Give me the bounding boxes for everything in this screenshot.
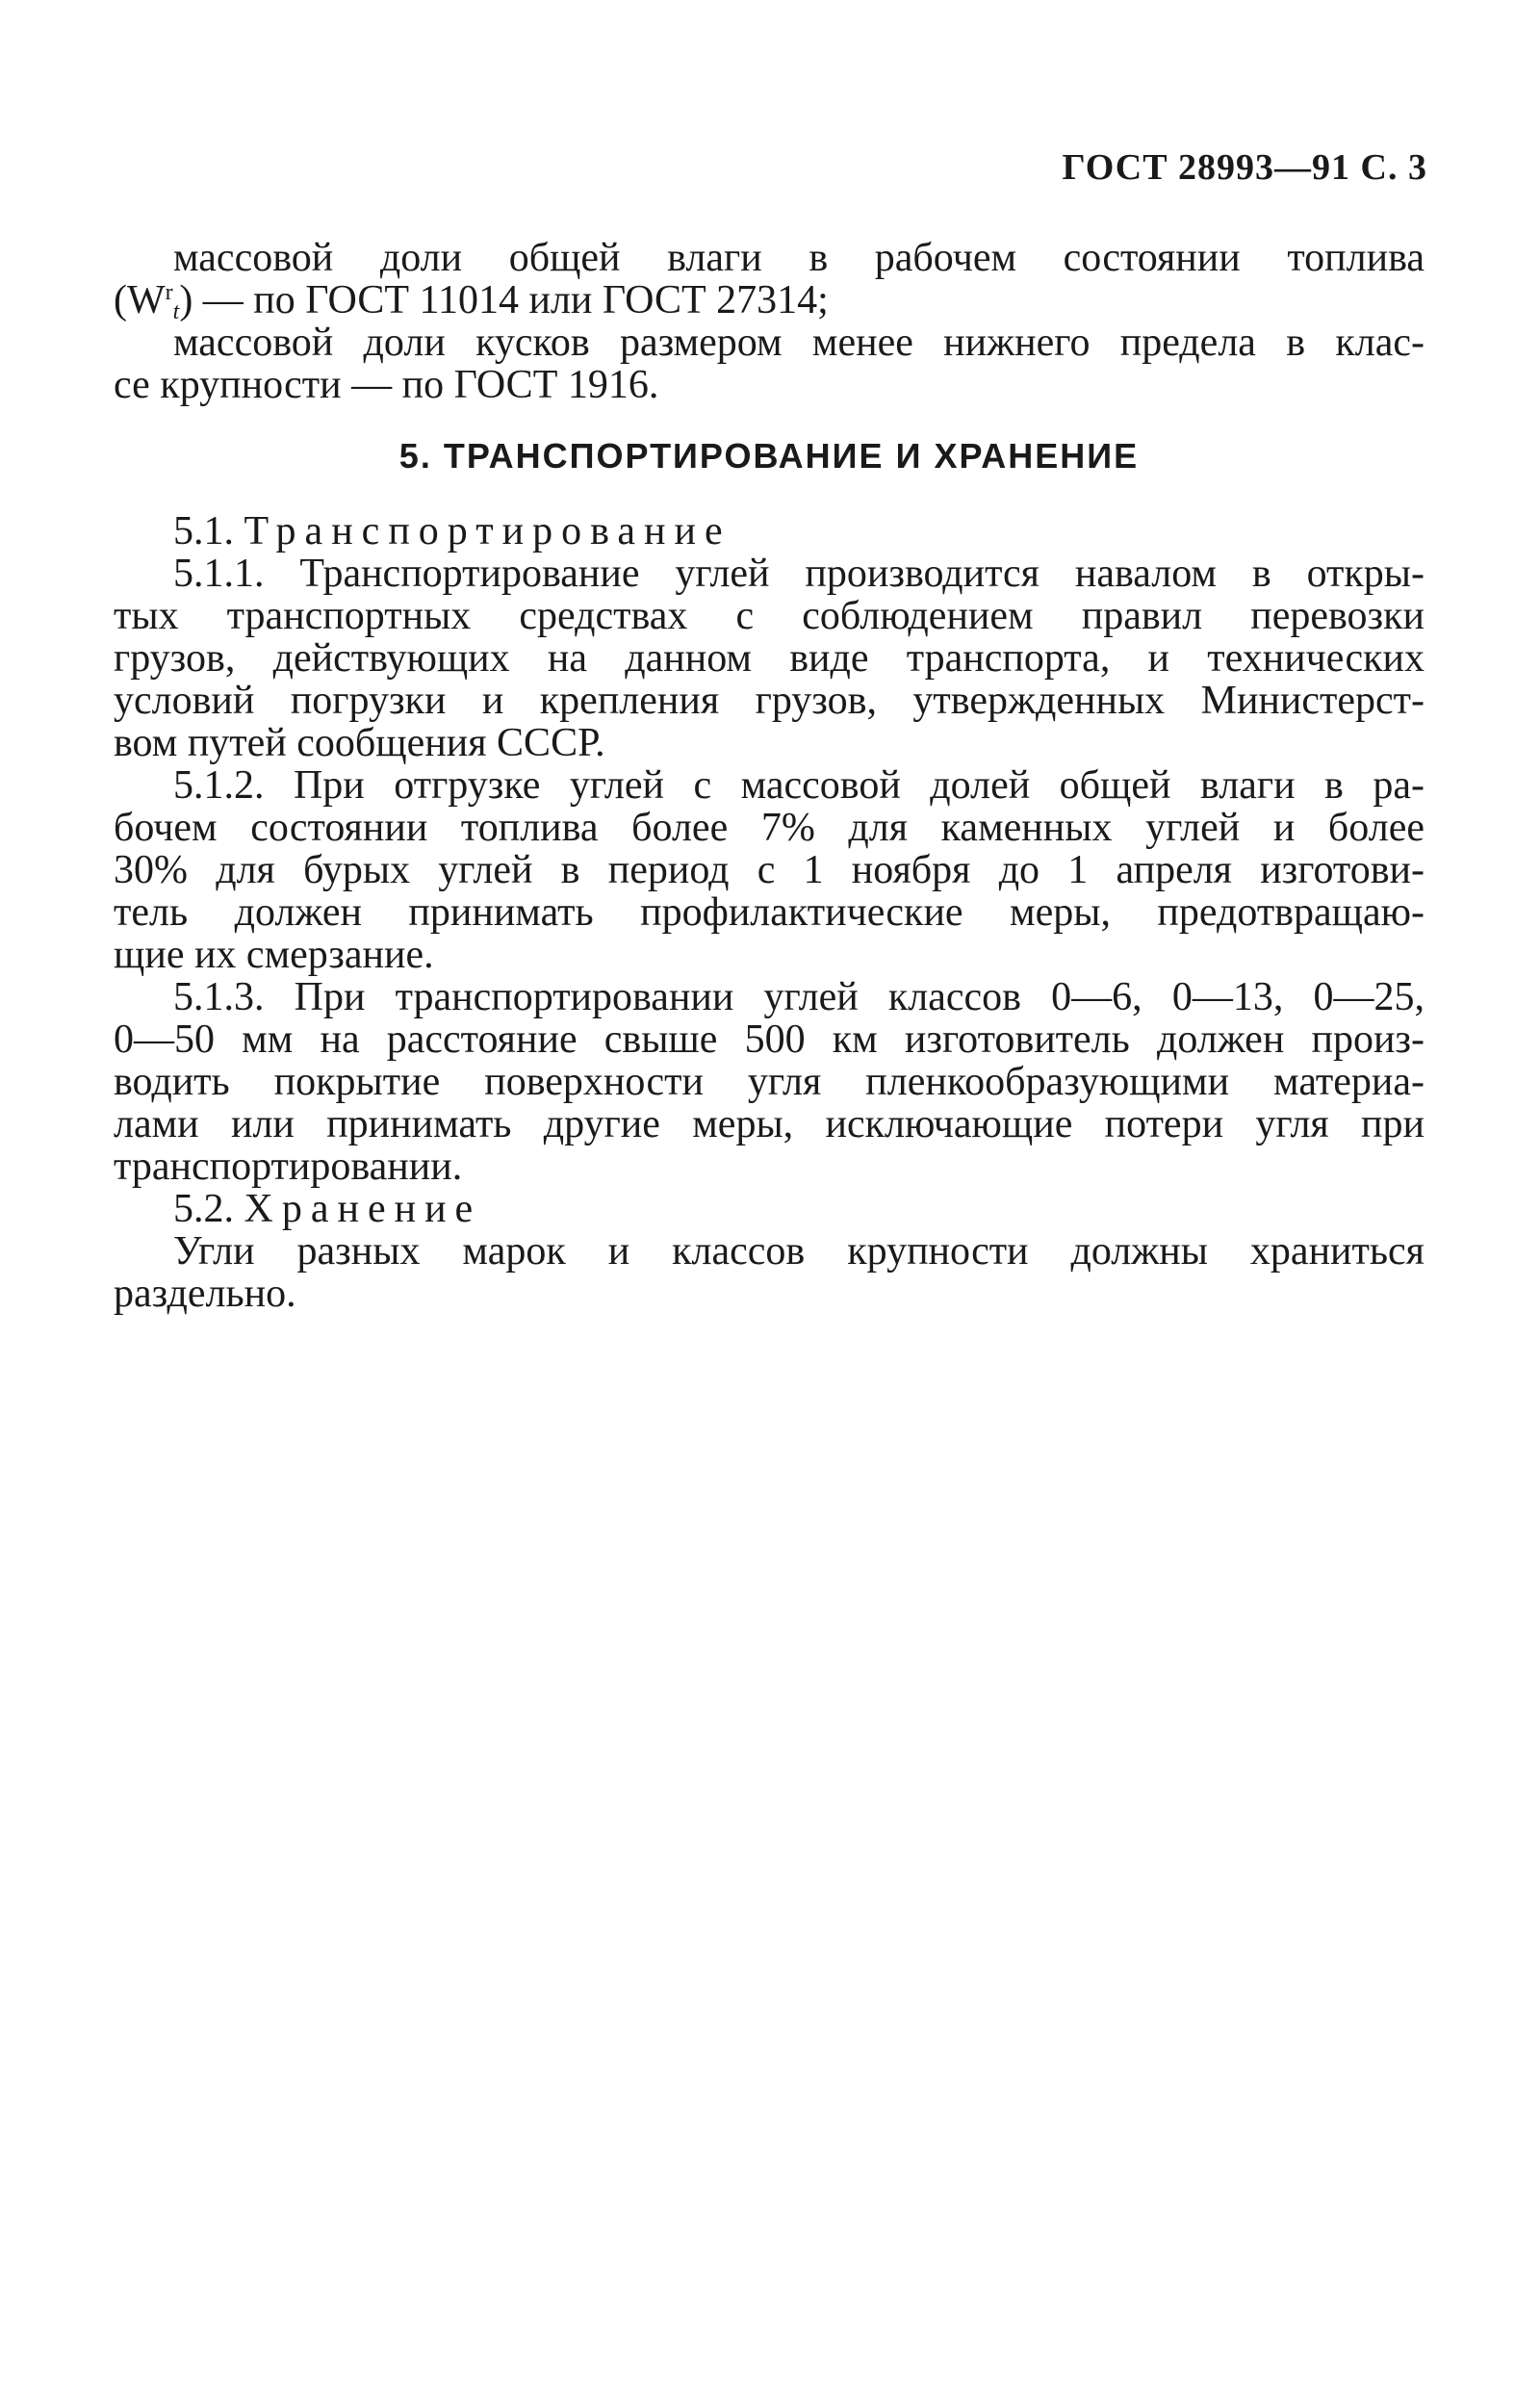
- text-line: щие их смерзание.: [114, 933, 434, 977]
- text-line: 5.1.2. При отгрузке углей с массовой долей общей влаги в ра-: [173, 763, 1424, 808]
- subsection-number: 5.1.: [173, 509, 234, 553]
- text-line: тель должен принимать профилактические меры, предотвращаю-: [114, 890, 1424, 935]
- text-line: се крупности — по ГОСТ 1916.: [114, 363, 659, 407]
- document-body: [114, 237, 1424, 1315]
- moisture-symbol-open: (W: [114, 278, 166, 322]
- text-line: бочем состоянии топлива более 7% для каменных углей и более: [114, 806, 1424, 850]
- text-line: 5.1.3. При транспортировании углей классов 0—6, 0—13, 0—25,: [173, 975, 1424, 1019]
- paragraph-moisture: [114, 237, 1424, 322]
- text-line: массовой доли общей влаги в рабочем состоянии топлива: [173, 236, 1424, 280]
- paragraph-5-1-1: [114, 553, 1424, 764]
- text-line: [114, 1188, 1424, 1230]
- subsection-title: Хранение: [244, 1187, 482, 1231]
- text-line: условий погрузки и крепления грузов, утвержденных Министерст-: [114, 679, 1424, 723]
- subsection-number: 5.2.: [173, 1187, 234, 1231]
- text-line: раздельно.: [114, 1272, 296, 1316]
- text-line: водить покрытие поверхности угля пленкообразующими материа-: [114, 1060, 1424, 1104]
- paragraph-5-1-2: [114, 764, 1424, 976]
- text-line: вом путей сообщения СССР.: [114, 721, 605, 765]
- text-line: тых транспортных средствах с соблюдением правил перевозки: [114, 594, 1424, 638]
- text-line: [114, 510, 1424, 553]
- paragraph-5-1-3: [114, 976, 1424, 1188]
- text-line: лами или принимать другие меры, исключающие потери угля при: [114, 1102, 1424, 1146]
- paragraph-5-2: [114, 1230, 1424, 1315]
- page-header: ГОСТ 28993—91 С. 3: [1062, 147, 1427, 188]
- moisture-line-rest: ) — по ГОСТ 11014 или ГОСТ 27314;: [179, 278, 829, 322]
- text-line: 5.1.1. Транспортирование углей производится навалом в откры-: [173, 552, 1424, 596]
- text-line: [114, 279, 1424, 322]
- moisture-symbol-sub: t: [172, 299, 180, 324]
- text-line: 30% для бурых углей в период с 1 ноября до 1 апреля изготови-: [114, 848, 1424, 892]
- text-line: массовой доли кусков размером менее нижнего предела в клас-: [173, 321, 1424, 365]
- text-line: Угли разных марок и классов крупности должны храниться: [173, 1229, 1424, 1274]
- subsection-5-1-title: [114, 510, 1424, 553]
- section-heading: 5. ТРАНСПОРТИРОВАНИЕ И ХРАНЕНИЕ: [398, 436, 1140, 476]
- text-line: грузов, действующих на данном виде транспорта, и технических: [114, 636, 1424, 681]
- subsection-title: Транспортирование: [244, 509, 732, 553]
- text-line: транспортировании.: [114, 1145, 463, 1189]
- moisture-symbol-sup: r: [165, 280, 173, 305]
- paragraph-fines: [114, 322, 1424, 406]
- subsection-5-2-title: [114, 1188, 1424, 1230]
- text-line: 0—50 мм на расстояние свыше 500 км изготовитель должен произ-: [114, 1017, 1424, 1062]
